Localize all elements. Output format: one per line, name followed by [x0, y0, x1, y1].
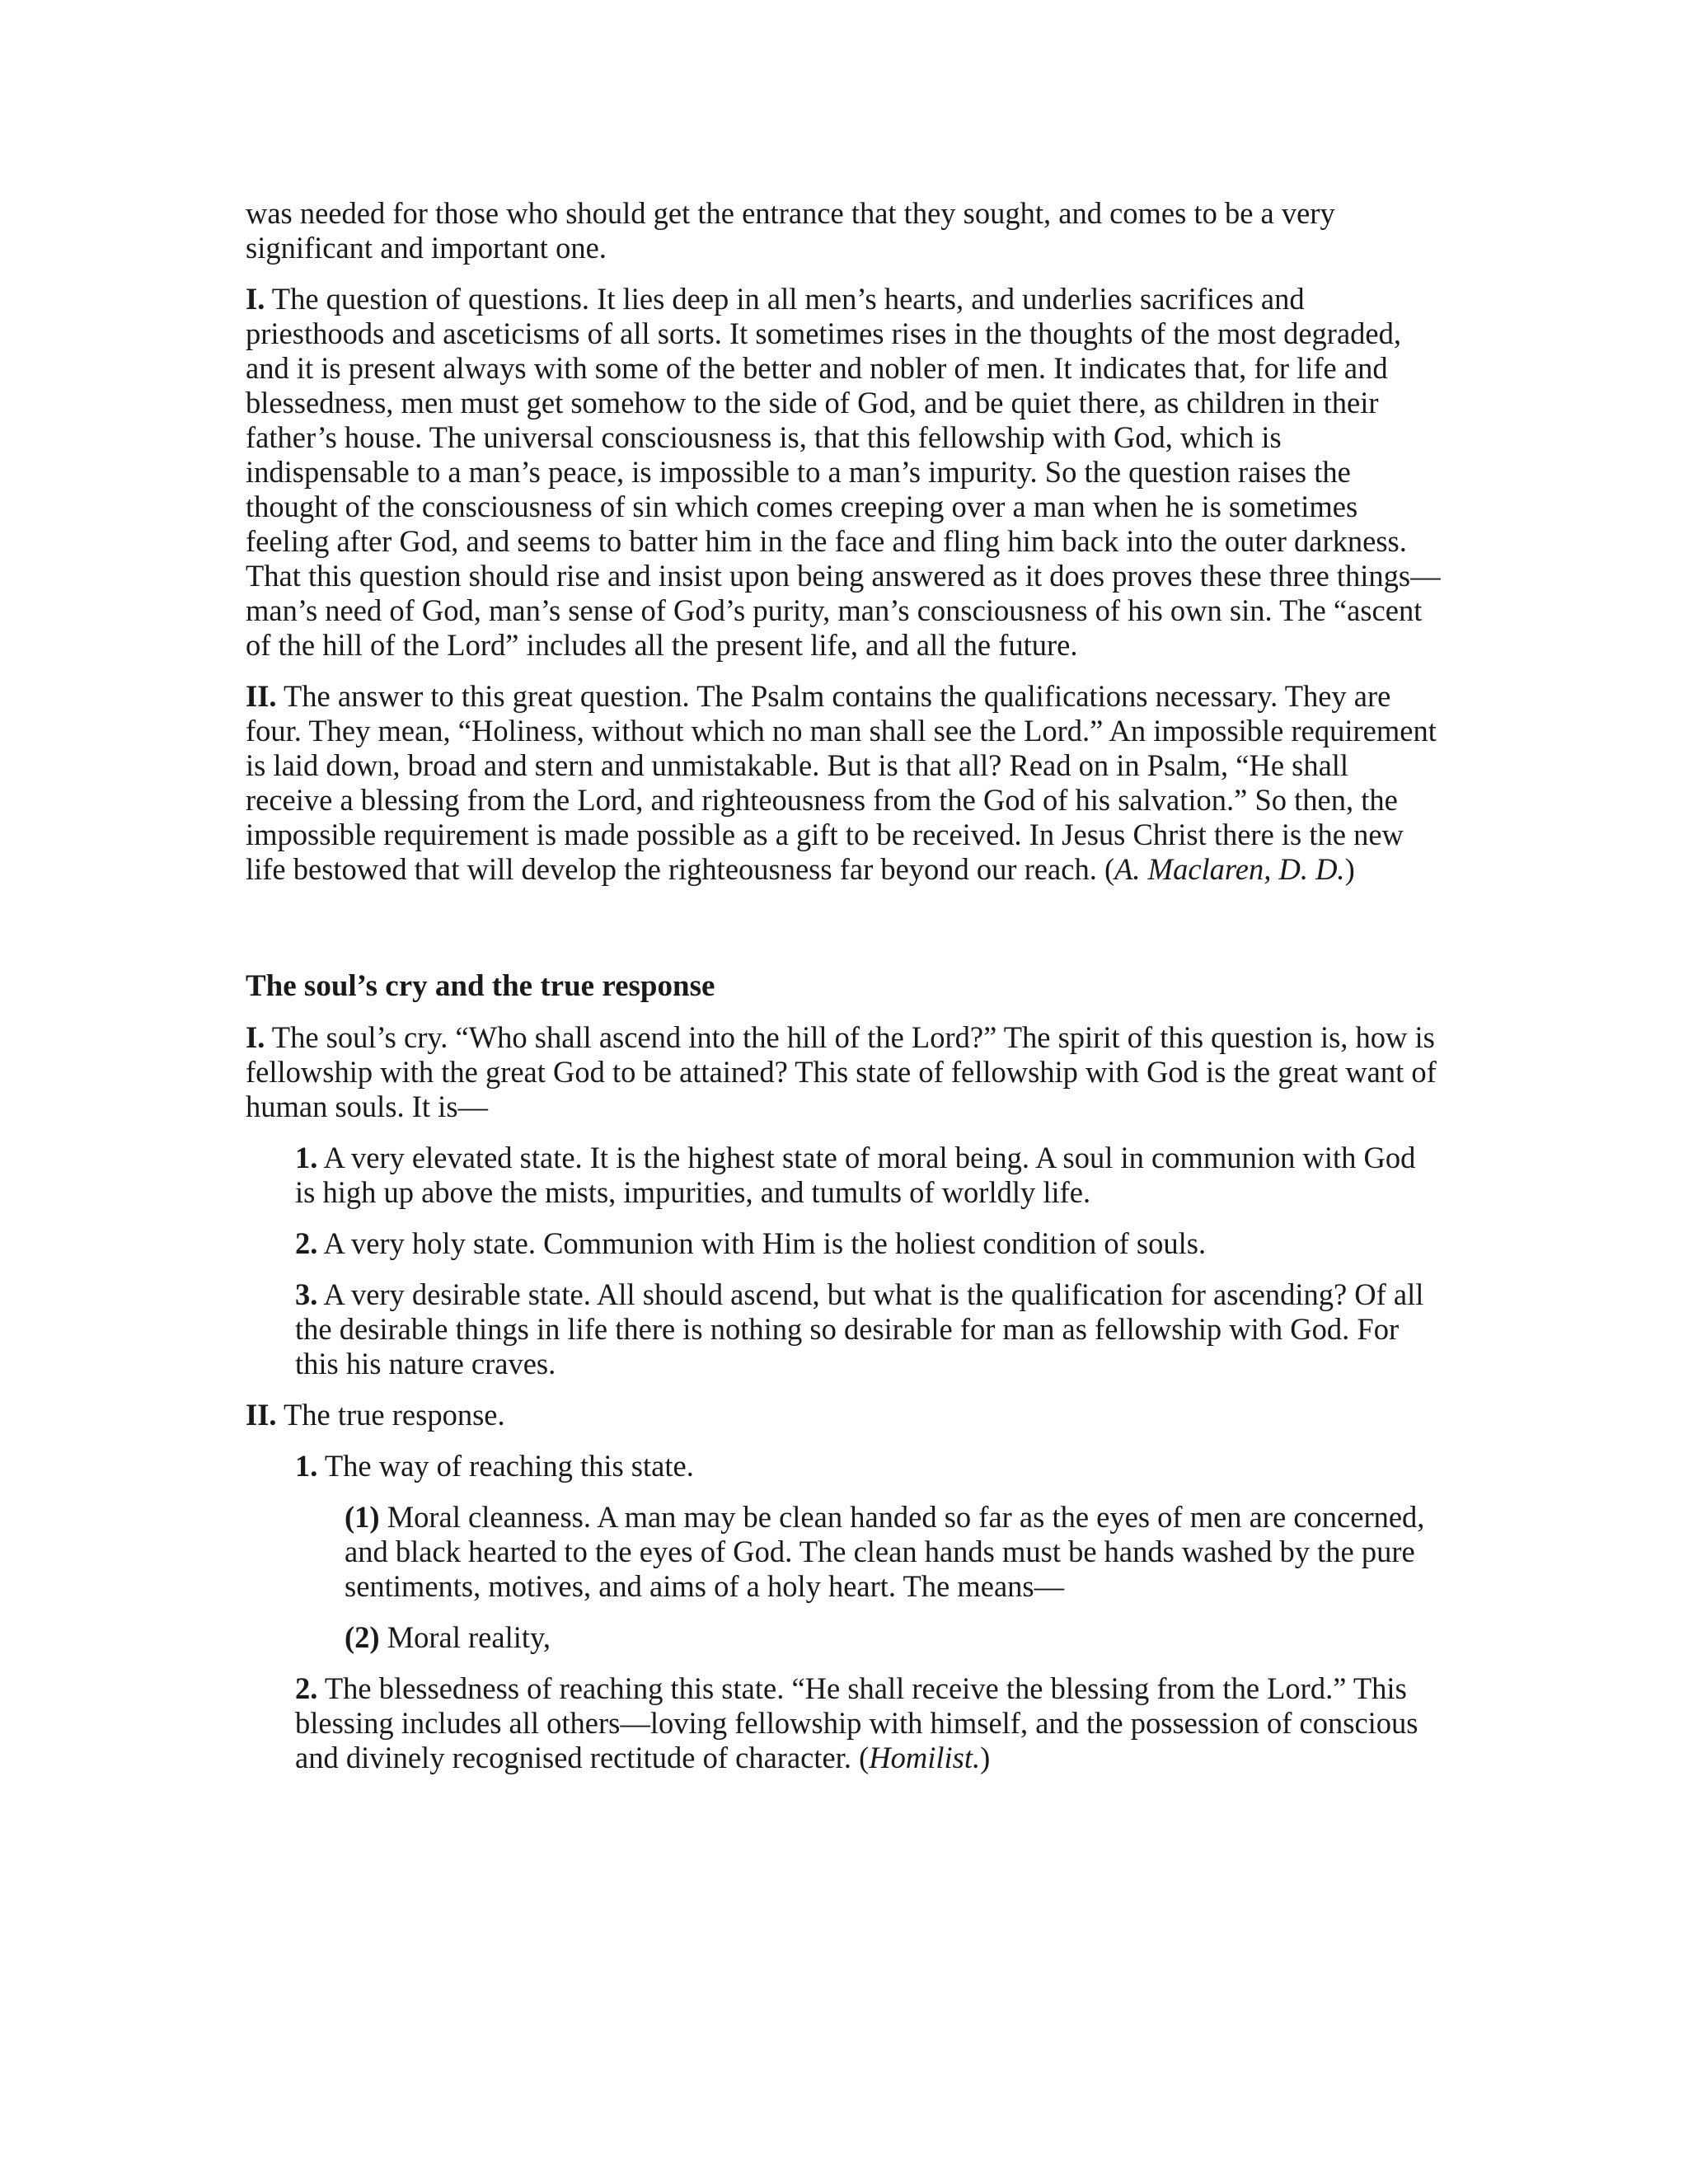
item-text: A very holy state. Communion with Him is the holiest condition of souls. — [317, 1226, 1207, 1260]
list-item — [295, 1449, 1441, 1483]
citation-close: ) — [1344, 852, 1355, 886]
intro-text: was needed for those who should get the entrance that they sought, and comes to be a very significant and important one. — [246, 196, 1335, 265]
point-text: The soul’s cry. “Who shall ascend into the hill of the Lord?” The spirit of this question is, how is fellowship with the great God to be attained? This state of fellowship with God is the great want of human souls. It is— — [246, 1020, 1437, 1123]
item-number: 1. — [295, 1449, 318, 1483]
citation: A. Maclaren, D. D. — [1114, 852, 1345, 886]
list-item — [295, 1671, 1441, 1775]
item-text: Moral cleanness. A man may be clean handed so far as the eyes of men are concerned, and black hearted to the eyes of God. The clean hands must be hands washed by the pure sentiments, motives, and aims of a holy heart. The means— — [345, 1500, 1425, 1603]
point-label: II. — [246, 1398, 277, 1432]
list-item — [295, 1226, 1441, 1261]
item-number: (2) — [345, 1620, 380, 1654]
citation-close: ) — [980, 1741, 991, 1774]
item-number: 2. — [295, 1226, 318, 1260]
point-text: The question of questions. It lies deep in all men’s hearts, and underlies sacrifices and priesthoods and asceticisms of all sorts. It sometimes rises in the thoughts of the most degraded, and it is present always with some of the better and nobler of men. It indicates that, for life and blessedness, men must get somehow to the side of God, and be quiet there, as children in their father’s house. The universal consciousness is, that this fellowship with God, which is indispensable to a man’s peace, is impossible to a man’s impurity. So the question raises the thought of the consciousness of sin which comes creeping over a man when he is sometimes feeling after God, and seems to batter him in the face and fling him back into the outer darkness. That this question should rise and insist upon being answered as it does proves these three things—man’s need of God, man’s sense of God’s purity, man’s consciousness of his own sin. The “ascent of the hill of the Lord” includes all the present life, and all the future. — [246, 282, 1441, 662]
point-label: I. — [246, 1020, 265, 1054]
item-text: The way of reaching this state. — [317, 1449, 694, 1483]
point-text: The true response. — [276, 1398, 505, 1432]
true-response-paragraph — [246, 1398, 1441, 1432]
question-paragraph — [246, 282, 1441, 663]
point-label: I. — [246, 282, 265, 316]
item-number: 3. — [295, 1277, 318, 1311]
point-text: The answer to this great question. The Psalm contains the qualifications necessary. They are four. They mean, “Holiness, without which no man shall see the Lord.” An impossible requirement is laid down, broad and stern and unmistakable. But is that all? Read on in Psalm, “He shall receive a blessing from the Lord, and righteousness from the God of his salvation.” So then, the impossible requirement is made possible as a gift to be received. In Jesus Christ there is the new life bestowed that will develop the righteousness far beyond our reach. ( — [246, 679, 1437, 886]
citation: Homilist. — [869, 1741, 981, 1774]
document-page — [246, 196, 1441, 1792]
item-text: Moral reality, — [379, 1620, 551, 1654]
section-heading: The soul’s cry and the true response — [246, 969, 715, 1003]
item-number: 1. — [295, 1141, 318, 1174]
item-text: A very desirable state. All should ascend, but what is the qualification for ascending? Of all the desirable things in life there is nothing so desirable for man as fellowship with God. For this his nature craves. — [295, 1277, 1424, 1380]
item-number: (1) — [345, 1500, 380, 1534]
souls-cry-paragraph — [246, 1020, 1441, 1124]
intro-paragraph — [246, 196, 1441, 265]
item-text: A very elevated state. It is the highest state of moral being. A soul in communion with God is high up above the mists, impurities, and tumults of worldly life. — [295, 1141, 1416, 1209]
item-number: 2. — [295, 1671, 318, 1705]
item-text: The blessedness of reaching this state. “He shall receive the blessing from the Lord.” This blessing includes all others—loving fellowship with himself, and the possession of conscious and divinely recognised rectitude of character. ( — [295, 1671, 1418, 1774]
sub-list-item — [345, 1620, 1441, 1655]
list-item — [295, 1277, 1441, 1381]
point-label: II. — [246, 679, 277, 713]
sub-list-item — [345, 1500, 1441, 1604]
answer-paragraph — [246, 679, 1441, 887]
list-item — [295, 1141, 1441, 1210]
